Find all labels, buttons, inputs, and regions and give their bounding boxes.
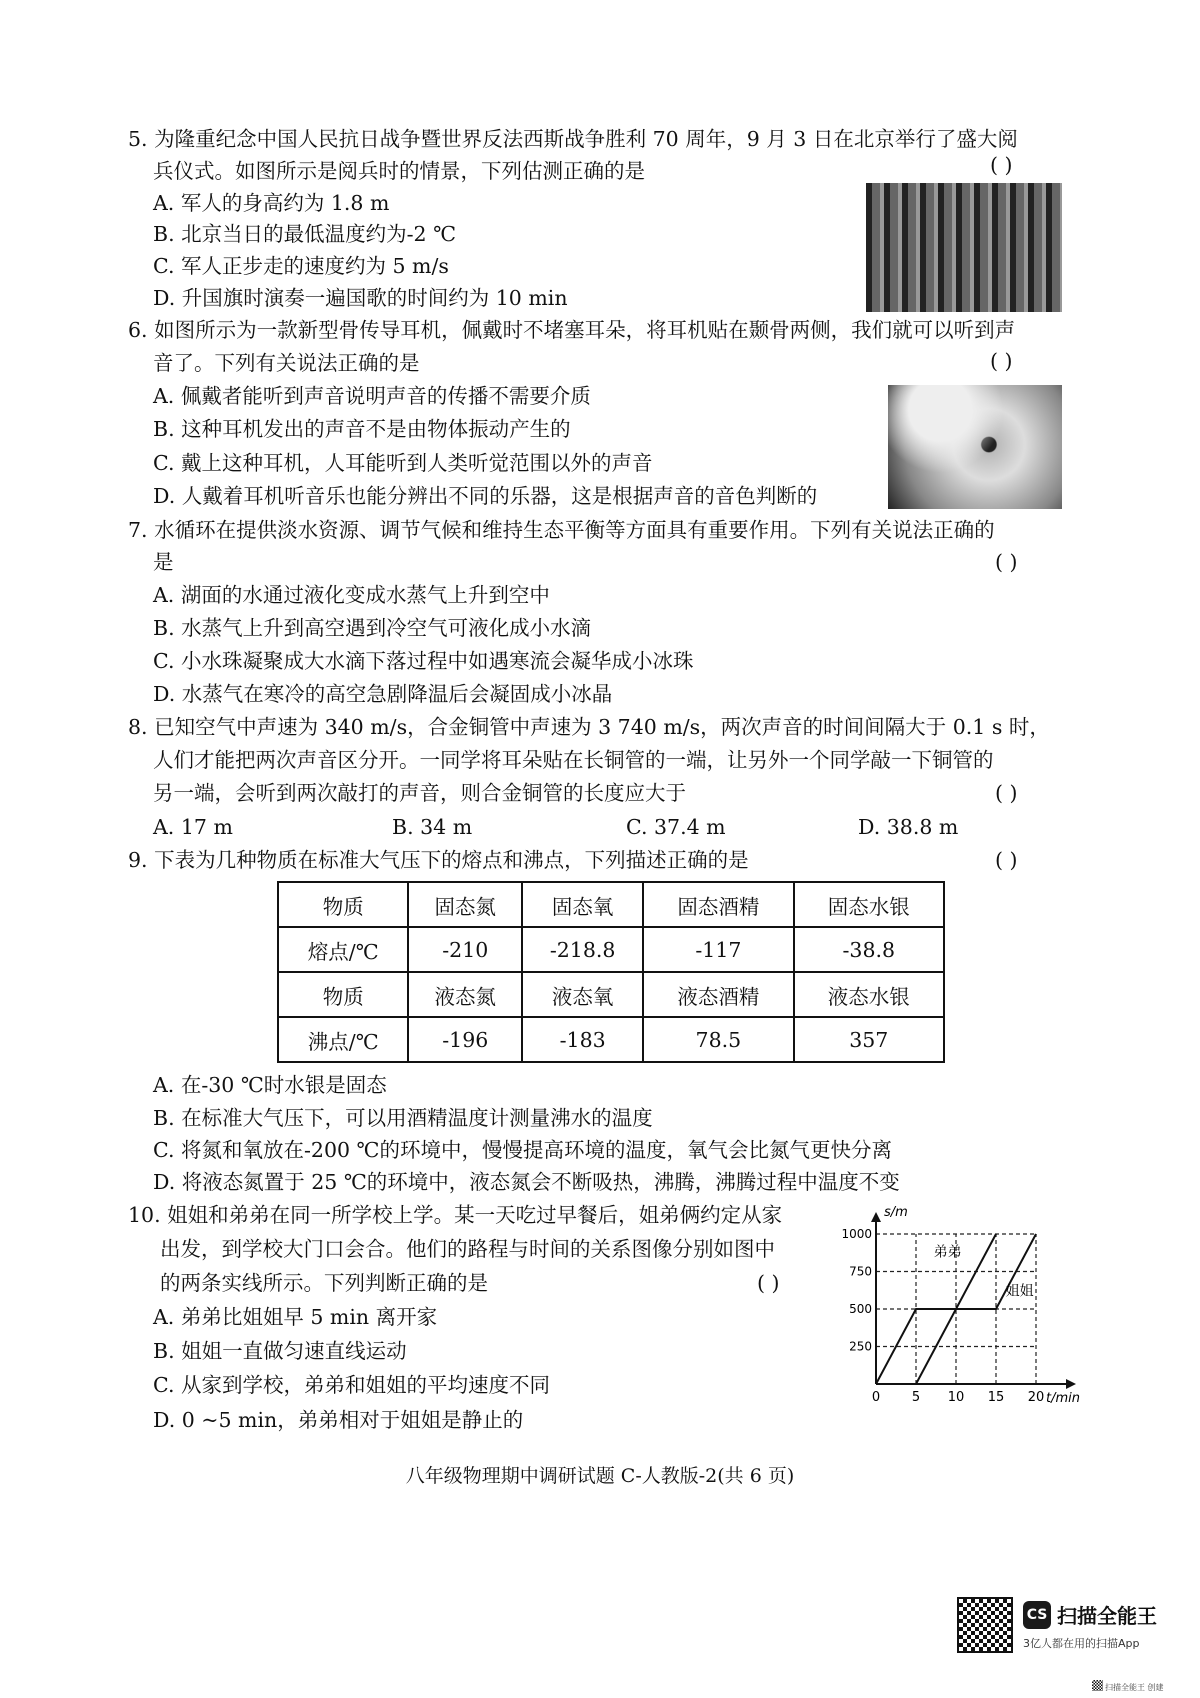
- table-cell: -183: [522, 1017, 643, 1062]
- q5-stem-line2: 兵仪式。如图所示是阅兵时的情景，下列估测正确的是: [153, 159, 645, 183]
- series-label-sister: 姐姐: [1005, 1283, 1034, 1300]
- table-cell: 物质: [278, 972, 408, 1017]
- q10-stem-line2: 出发，到学校大门口会合。他们的路程与时间的关系图像分别如图中: [160, 1237, 775, 1261]
- q6-option-a: A. 佩戴者能听到声音说明声音的传播不需要介质: [153, 384, 591, 408]
- table-row: [278, 972, 944, 1017]
- x-tick-label: 20: [1027, 1390, 1045, 1404]
- q7-option-d: D. 水蒸气在寒冷的高空急剧降温后会凝固成小冰晶: [153, 682, 613, 706]
- distance-time-chart: [830, 1204, 1090, 1404]
- q5-option-c: C. 军人正步走的速度约为 5 m/s: [153, 254, 449, 278]
- y-tick-label: 250: [849, 1339, 872, 1354]
- x-tick-label: 15: [987, 1390, 1005, 1404]
- q9-option-a: A. 在-30 ℃时水银是固态: [153, 1073, 387, 1097]
- table-cell: -218.8: [522, 927, 643, 972]
- q10-stem-line1: 10. 姐姐和弟弟在同一所学校上学。某一天吃过早餐后，姐弟俩约定从家: [128, 1203, 783, 1227]
- scanner-slogan: 3亿人都在用的扫描App: [1023, 1637, 1140, 1650]
- q8-answer-paren: ( ): [995, 781, 1018, 805]
- scanner-watermark: [957, 1597, 1167, 1655]
- q9-option-d: D. 将液态氮置于 25 ℃的环境中，液态氮会不断吸热，沸腾，沸腾过程中温度不变: [153, 1170, 900, 1194]
- q6-answer-paren: ( ): [990, 349, 1013, 373]
- parade-photo: [866, 183, 1062, 312]
- q8-option-a: A. 17 m: [153, 815, 233, 839]
- bone-conduction-headphone-photo: [888, 385, 1062, 509]
- series-label-brother: 弟弟: [933, 1244, 962, 1261]
- scanner-app-name: 扫描全能王: [1057, 1604, 1157, 1628]
- x-axis-arrow: [1066, 1379, 1076, 1389]
- table-cell: -210: [408, 927, 522, 972]
- q8-option-c: C. 37.4 m: [626, 815, 726, 839]
- x-axis-label: t/min: [1046, 1391, 1080, 1404]
- q7-option-b: B. 水蒸气上升到高空遇到冷空气可液化成小水滴: [153, 616, 592, 640]
- q9-answer-paren: ( ): [995, 848, 1018, 872]
- q10-option-a: A. 弟弟比姐姐早 5 min 离开家: [153, 1305, 438, 1329]
- q10-option-c: C. 从家到学校，弟弟和姐姐的平均速度不同: [153, 1373, 550, 1397]
- q9-option-c: C. 将氮和氧放在-200 ℃的环境中，慢慢提高环境的温度，氧气会比氮气更快分离: [153, 1138, 892, 1162]
- q7-option-a: A. 湖面的水通过液化变成水蒸气上升到空中: [153, 583, 550, 607]
- page-footer: 八年级物理期中调研试题 C-人教版-2(共 6 页): [405, 1465, 795, 1487]
- corner-qr-icon: [1092, 1680, 1103, 1691]
- q6-option-c: C. 戴上这种耳机，人耳能听到人类听觉范围以外的声音: [153, 451, 653, 475]
- x-tick-label: 10: [947, 1390, 965, 1404]
- q8-stem-line1: 8. 已知空气中声速为 340 m/s，合金铜管中声速为 3 740 m/s，两次声音的时间间隔大于 0.1 s 时，: [128, 715, 1050, 739]
- y-axis-arrow: [871, 1212, 881, 1222]
- q8-option-b: B. 34 m: [392, 815, 473, 839]
- table-cell: 357: [794, 1017, 944, 1062]
- q8-stem-line2: 人们才能把两次声音区分开。一同学将耳朵贴在长铜管的一端，让另外一个同学敲一下铜管的: [153, 748, 994, 772]
- q5-option-a: A. 军人的身高约为 1.8 m: [153, 191, 390, 215]
- q5-stem-line1: 5. 为隆重纪念中国人民抗日战争暨世界反法西斯战争胜利 70 周年，9 月 3 日在北京举行了盛大阅: [128, 127, 1018, 151]
- q10-answer-paren: ( ): [757, 1271, 780, 1295]
- x-tick-label: 5: [911, 1390, 921, 1404]
- corner-watermark: 扫描全能王 创建: [1105, 1683, 1164, 1692]
- chart-axes: [871, 1205, 1080, 1404]
- q10-option-d: D. 0 ~5 min，弟弟相对于姐姐是静止的: [153, 1408, 524, 1432]
- q7-stem-line1: 7. 水循环在提供淡水资源、调节气候和维持生态平衡等方面具有重要作用。下列有关说法正确的: [128, 518, 995, 542]
- q7-answer-paren: ( ): [995, 550, 1018, 574]
- table-cell: 固态水银: [794, 882, 944, 927]
- y-tick-label: 500: [849, 1302, 872, 1316]
- table-row: [278, 1017, 944, 1062]
- table-cell: 液态酒精: [643, 972, 793, 1017]
- table-cell: -196: [408, 1017, 522, 1062]
- q5-option-d: D. 升国旗时演奏一遍国歌的时间约为 10 min: [153, 286, 568, 310]
- y-tick-label: 750: [849, 1264, 872, 1279]
- q10-option-b: B. 姐姐一直做匀速直线运动: [153, 1339, 407, 1363]
- table-cell: -117: [643, 927, 793, 972]
- table-cell: 固态氧: [522, 882, 643, 927]
- x-tick-label: 0: [871, 1390, 881, 1404]
- qr-code-icon: [957, 1597, 1013, 1653]
- q7-option-c: C. 小水珠凝聚成大水滴下落过程中如遇寒流会凝华成小冰珠: [153, 649, 694, 673]
- table-cell: 液态氮: [408, 972, 522, 1017]
- table-cell: 物质: [278, 882, 408, 927]
- q5-option-b: B. 北京当日的最低温度约为-2 ℃: [153, 222, 457, 246]
- q10-stem-line3: 的两条实线所示。下列判断正确的是: [160, 1271, 488, 1295]
- q9-option-b: B. 在标准大气压下，可以用酒精温度计测量沸水的温度: [153, 1106, 653, 1130]
- q6-option-b: B. 这种耳机发出的声音不是由物体振动产生的: [153, 417, 571, 441]
- y-tick-label: 1000: [841, 1227, 872, 1241]
- table-row: [278, 882, 944, 927]
- camscanner-logo-icon: CS: [1023, 1601, 1051, 1629]
- table-cell: 78.5: [643, 1017, 793, 1062]
- q6-stem-line1: 6. 如图所示为一款新型骨传导耳机，佩戴时不堵塞耳朵，将耳机贴在颞骨两侧，我们就可以听到声: [128, 318, 1016, 342]
- q8-option-d: D. 38.8 m: [858, 815, 959, 839]
- table-row: [278, 927, 944, 972]
- table-cell: 固态氮: [408, 882, 522, 927]
- y-axis-label: s/m: [884, 1205, 908, 1220]
- melting-boiling-point-table: [277, 881, 945, 1063]
- table-cell: 熔点/℃: [278, 927, 408, 972]
- q8-stem-line3: 另一端，会听到两次敲打的声音，则合金铜管的长度应大于: [153, 781, 686, 805]
- q6-stem-line2: 音了。下列有关说法正确的是: [153, 351, 420, 375]
- table-cell: 固态酒精: [643, 882, 793, 927]
- table-cell: 液态氧: [522, 972, 643, 1017]
- q9-stem: 9. 下表为几种物质在标准大气压下的熔点和沸点，下列描述正确的是: [128, 848, 749, 872]
- table-cell: 液态水银: [794, 972, 944, 1017]
- q7-stem-line2: 是: [153, 550, 174, 574]
- q6-option-d: D. 人戴着耳机听音乐也能分辨出不同的乐器，这是根据声音的音色判断的: [153, 484, 818, 508]
- q5-answer-paren: ( ): [990, 153, 1013, 177]
- table-cell: 沸点/℃: [278, 1017, 408, 1062]
- table-cell: -38.8: [794, 927, 944, 972]
